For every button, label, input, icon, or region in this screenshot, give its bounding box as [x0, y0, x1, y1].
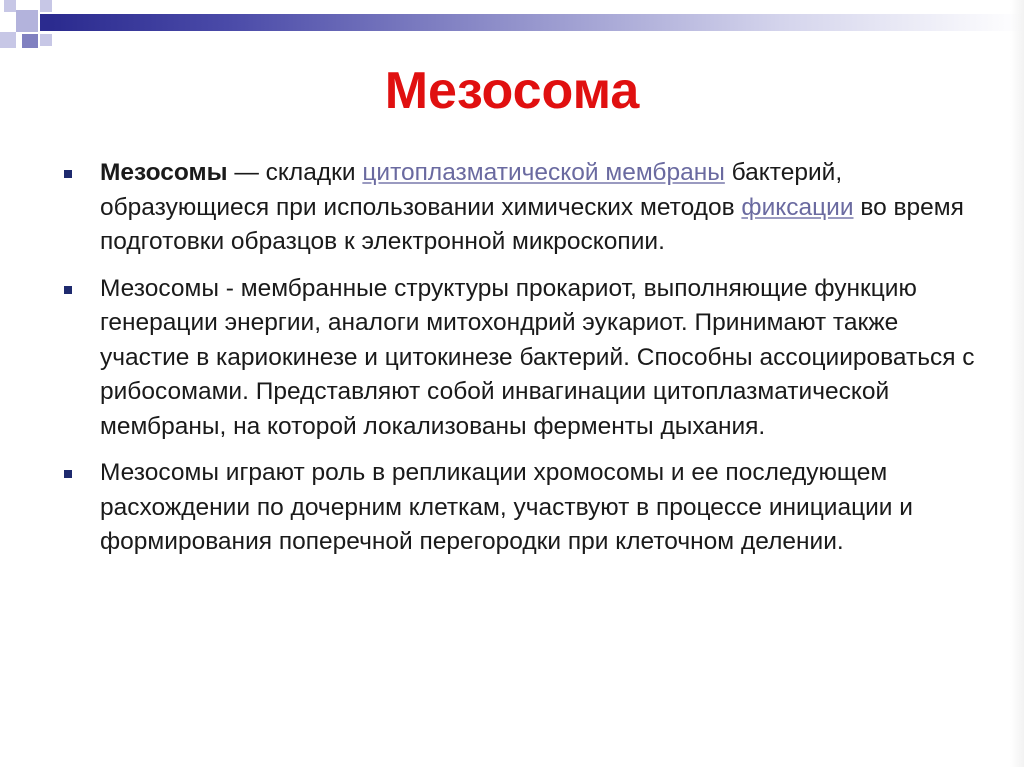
square-bullet-icon [64, 470, 72, 478]
header-gradient-bar [52, 14, 1024, 31]
bullet-list [60, 156, 980, 572]
corner-square [16, 10, 38, 32]
term-mesosomes: Мезосомы [100, 159, 228, 186]
corner-square [0, 32, 16, 48]
bullet-text: во время подготовки образцов к электронной микроскопии. [100, 193, 964, 255]
corner-square [4, 0, 16, 12]
square-bullet-icon [64, 170, 72, 178]
bullet-text: Мезосомы - мембранные структуры прокариот, выполняющие функцию генерации энергии, аналоги митохондрий эукариот. Принимают также участие в кариокинезе и цитокинезе бактерий. Способны ассоциироваться с рибосомами. Представляют собой инвагинации цитоплазматической мембраны, на которой локализованы ферменты дыхания. [100, 274, 975, 440]
corner-square [22, 34, 38, 48]
square-bullet-icon [64, 286, 72, 294]
bullet-item [60, 272, 980, 445]
corner-square [40, 34, 52, 46]
link-cytoplasmic-membrane[interactable]: цитоплазматической мембраны [362, 159, 725, 186]
corner-square [40, 0, 52, 12]
bullet-item [60, 456, 980, 560]
slide-title: Мезосома [384, 62, 640, 120]
bullet-item [60, 156, 980, 260]
bullet-text: — складки [227, 159, 363, 186]
bullet-text: бактерий, образующиеся при использовании химических методов [100, 159, 843, 221]
link-fixation[interactable]: фиксации [741, 193, 854, 221]
corner-square [40, 14, 52, 31]
bullet-text: Мезосомы играют роль в репликации хромосомы и ее последующем расхождении по дочерним клеткам, участвуют в процессе инициации и формирования поперечной перегородки при клеточном делении. [100, 459, 913, 555]
